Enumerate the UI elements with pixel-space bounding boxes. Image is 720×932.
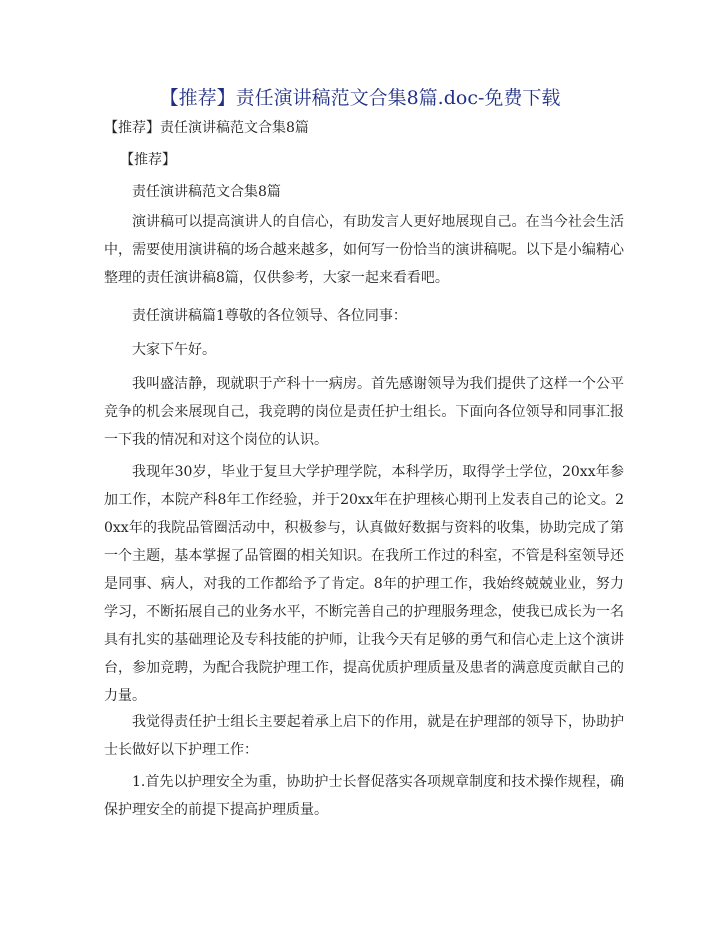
document-subtitle: 【推荐】责任演讲稿范文合集8篇 [104,120,309,136]
document-heading: 责任演讲稿范文合集8篇 [132,184,281,200]
document-title: 【推荐】责任演讲稿范文合集8篇.doc-免费下载 [159,87,561,109]
role-paragraph: 我觉得责任护士组长主要起着承上启下的作用，就是在护理部的领导下，协助护士长做好以下护理工作： [104,714,624,758]
speech-salutation: 责任演讲稿篇1尊敬的各位领导、各位同事： [132,308,407,324]
intro-paragraph: 演讲稿可以提高演讲人的自信心，有助发言人更好地展现自己。在当今社会生活中，需要使用演讲稿的场合越来越多，如何写一份恰当的演讲稿呢。以下是小编精心整理的责任演讲稿8篇，仅供参考，大家一起来看看吧。 [104,214,624,286]
duty-item-1: 1.首先以护理安全为重，协助护士长督促落实各项规章制度和技术操作规程，确保护理安全的前提下提高护理质量。 [104,774,624,818]
recommend-tag: 【推荐】 [120,152,176,168]
self-intro-paragraph: 我叫盛洁静，现就职于产科十一病房。首先感谢领导为我们提供了这样一个公平竞争的机会来展现自己，我竞聘的岗位是责任护士组长。下面向各位领导和同事汇报一下我的情况和对这个岗位的认识。 [104,376,624,448]
experience-paragraph: 我现年30岁，毕业于复旦大学护理学院，本科学历，取得学士学位，20xx年参加工作，本院产科8年工作经验，并于20xx年在护理核心期刊上发表自己的论文。20xx年的我院品管圈活动中，积极参与，认真做好数据与资料的收集，协助完成了第一个主题，基本掌握了品管圈的相关知识。在我所工作过的科室，不管是科室领导还是同事、病人，对我的工作都给予了肯定。8年的护理工作，我始终兢兢业业，努力学习，不断拓展自己的业务水平，不断完善自己的护理服务理念，使我已成长为一名具有扎实的基础理论及专科技能的护师，让我今天有足够的勇气和信心走上这个演讲台，参加竞聘，为配合我院护理工作，提高优质护理质量及患者的满意度贡献自己的力量。 [104,464,624,704]
greeting-paragraph: 大家下午好。 [132,342,216,358]
